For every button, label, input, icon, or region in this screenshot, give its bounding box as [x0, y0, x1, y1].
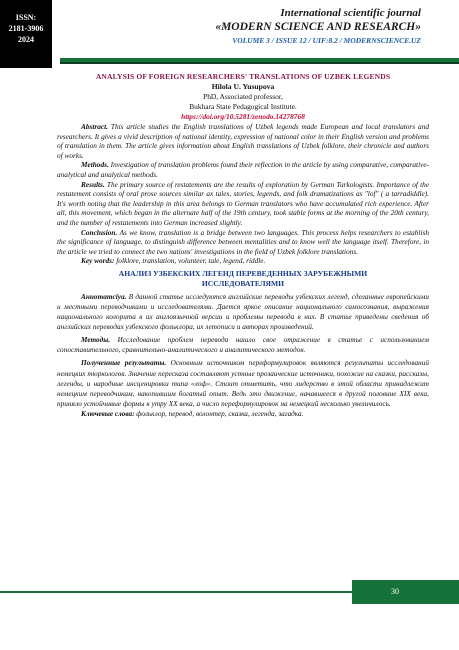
journal-name: «MODERN SCIENCE AND RESEARCH» — [215, 21, 421, 33]
journal-volume-line: VOLUME 3 / ISSUE 12 / UIF:8.2 / MODERNSCIENCE.UZ — [232, 36, 421, 45]
header-rule-dark — [60, 62, 459, 64]
ru-annotation-paragraph — [57, 292, 429, 332]
page-number: 30 — [391, 587, 399, 596]
ru-methods-paragraph — [57, 335, 429, 355]
author-affiliation-1: PhD, Associated professor, — [203, 92, 283, 101]
article-body — [57, 72, 429, 419]
abstract-text: This article studies the English translations of Uzbek legends made European and local translators and researchers. It gives a vivid description of national identity, expression of national color in their English version and problems of translation in them. The article gives information about English translations of Uzbek folklore, their chronicle and authors of works. — [57, 122, 429, 160]
article-title: ANALYSIS OF FOREIGN RESEARCHERS' TRANSLATIONS OF UZBEK LEGENDS — [95, 72, 391, 81]
conclusion-text: As we know, translation is a bridge between two languages. This process helps researchers to establish the significance of language, to distinguish difference between mentalities and to know well the language itself. Therefore, in the article we tried to connect the two nations' investigations in the field of Uzbek folklore translations. — [57, 227, 429, 256]
russian-title: АНАЛИЗ УЗБЕКСКИХ ЛЕГЕНД ПЕРЕВЕДЕННЫХ ЗАРУБЕЖНЫМИ ИССЛЕДОВАТЕЛЯМИ — [118, 268, 368, 288]
footer-rule — [0, 583, 352, 593]
conclusion-paragraph — [57, 228, 429, 257]
keywords-paragraph — [57, 256, 429, 266]
results-label: Results. — [81, 179, 105, 189]
ru-keywords-label: Ключевые слова: — [81, 409, 135, 418]
issn-value: 2181-3906 — [8, 24, 44, 33]
results-paragraph — [57, 180, 429, 228]
ru-results-paragraph — [57, 358, 429, 408]
ru-keywords-paragraph — [57, 409, 429, 419]
ru-annotation-text: В данной статье исследуются английские переводы узбекских легенд, сделанные европейскими и местными переводчиками и исследователями. Дается яркое описание национального самосознания, выражения национального колорита в их англоязычной версии и проблемы перевода в них. В статье приведены сведения об английских переводах узбекского фольклора, их летописи и авторах произведений. — [57, 292, 429, 332]
keywords-label: Key words: — [81, 256, 115, 266]
ru-methods-text: Исследование проблем перевода нашло свое отражение в статье с использованием сопоставительного, сравнительно-аналитического и аналитического методов. — [57, 336, 429, 355]
author-affiliation-2: Bukhara State Pedagogical Institute. — [189, 102, 297, 111]
abstract-paragraph — [57, 122, 429, 160]
issn-label: ISSN: — [15, 13, 37, 22]
ru-results-label: Полученные результаты. — [81, 359, 167, 368]
methods-label: Methods. — [81, 160, 109, 170]
issn-year: 2024 — [18, 35, 34, 44]
ru-keywords-text: фольклор, перевод, волонтер, сказка, легенда, загадка. — [136, 409, 304, 418]
ru-methods-label: Методы. — [81, 336, 111, 345]
ru-results-text: Основным источником переформулировок являются результаты исследований немецких тюркологов. Значение пересказа составляют устные прозаические источники, похожие на сказки, рассказы, легенды, и народные инсценировки типа «лоф». Стоит отметить, что лидерство в этой области принадлежит немецким переводчикам, накопившим богатый опыт. Ведь это движение, начавшееся в другой половине XIX века, приняло устойчивые формы к утру XX века, а число переформулировок на немецкий несколько увеличилось. — [57, 359, 429, 408]
results-text: The primary source of restatements are the results of exploration by German Turkologists. Importance of the restatement consists of oral prose sources similar ax tales, stories, legends, and folk dramatizations as "lof" ( a tarradiddle). It's worth noting that the leadership in this area belongs to German translators who have accumulated rich experience. After all, this movement, which began in the alternate half of the 19th century, took stable forms at the morning of the 20th century, and the number of restatements into German increased slightly. — [57, 179, 429, 227]
issn-badge — [0, 0, 52, 68]
journal-title: International scientific journal — [280, 7, 421, 19]
abstract-label: Abstract. — [81, 122, 108, 131]
methods-paragraph — [57, 160, 429, 179]
author-name: Hilola U. Yusupova — [211, 82, 275, 91]
doi-link[interactable]: https://doi.org/10.5281/zenodo.14278768 — [181, 112, 305, 121]
methods-text: Investigation of translation problems found their reflection in the article by using comparative, comparative-analytical and analytical methods. — [57, 160, 430, 179]
keywords-text: folklore, translation, volunteer, tale, legend, riddle. — [116, 256, 266, 266]
ru-annotation-label: Аннотатсiya. — [81, 292, 127, 301]
conclusion-label: Conclusion. — [81, 227, 118, 237]
